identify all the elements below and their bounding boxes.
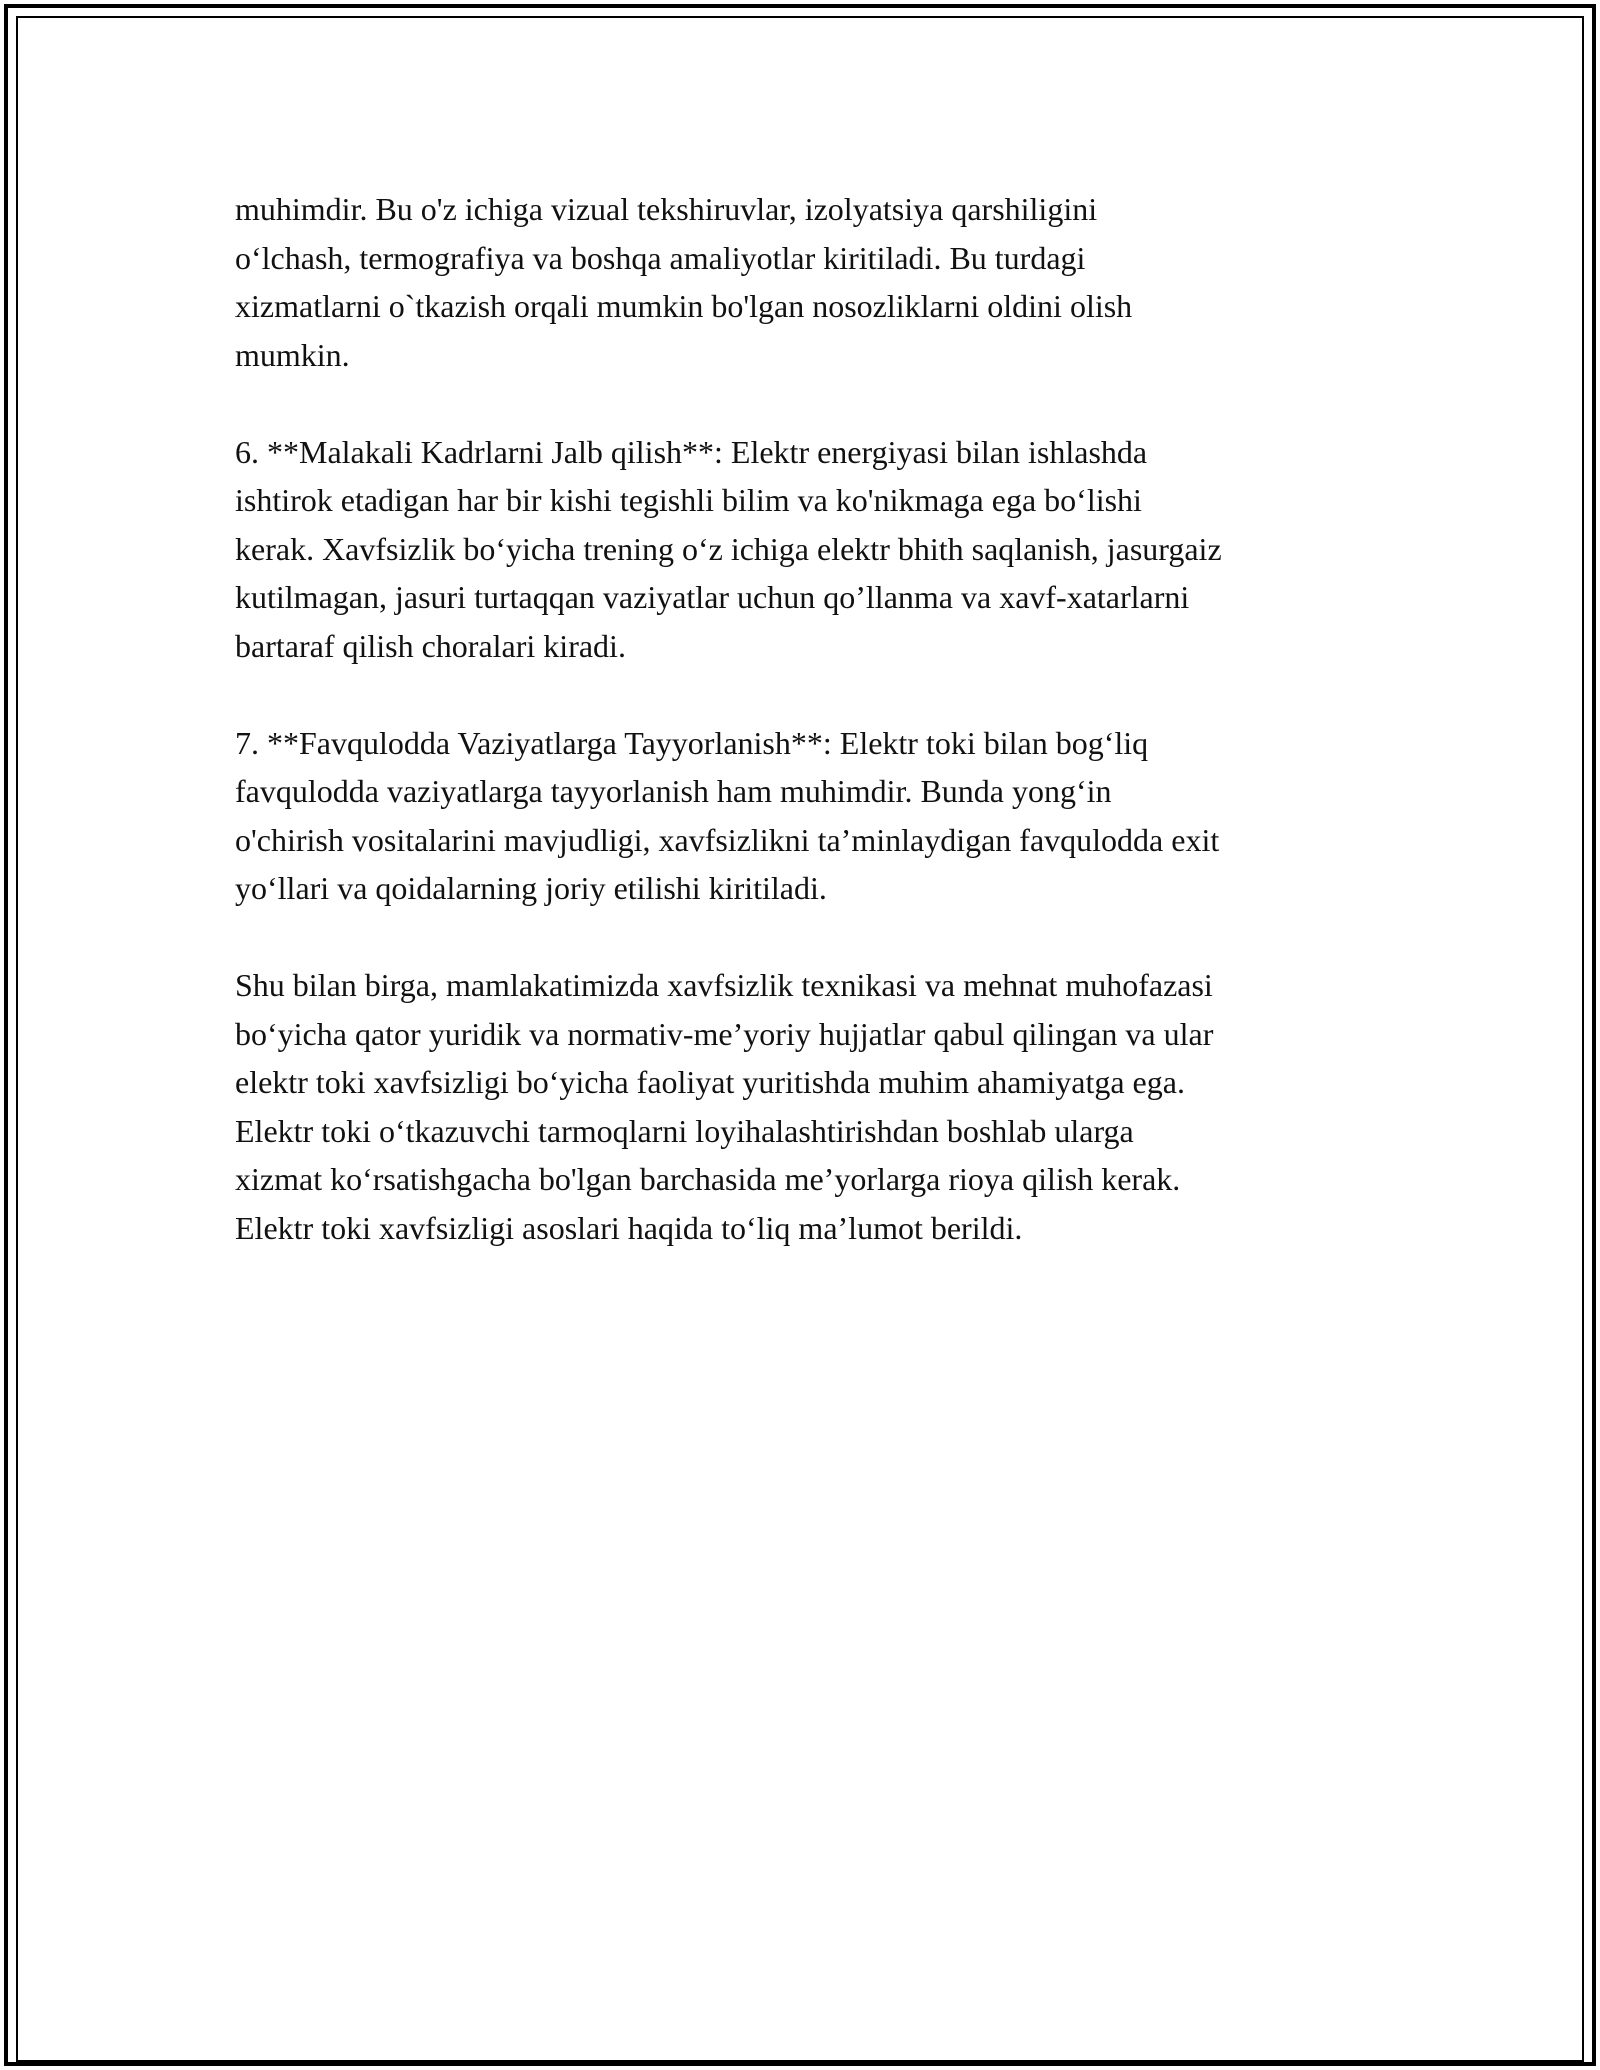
text-line: o‘lchash, termografiya va boshqa amaliyotlar kiritiladi. Bu turdagi <box>235 239 1086 276</box>
text-line: kerak. Xavfsizlik bo‘yicha trening o‘z ichiga elektr bhith saqlanish, jasurgaiz <box>235 530 1222 567</box>
text-line: mumkin. <box>235 336 350 373</box>
text-line: kutilmagan, jasuri turtaqqan vaziyatlar uchun qo’llanma va xavf-xatarlarni <box>235 579 1190 615</box>
text-line: 6. **Malakali Kadrlarni Jalb qilish**: Elektr energiyasi bilan ishlashda <box>235 433 1148 470</box>
text-line: 7. **Favqulodda Vaziyatlarga Tayyorlanish**: Elektr toki bilan bog‘liq <box>235 724 1149 761</box>
paragraph-maintenance <box>235 185 1375 379</box>
text-line: favqulodda vaziyatlarga tayyorlanish ham muhimdir. Bunda yong‘in <box>235 773 1112 809</box>
text-line: bartaraf qilish choralari kiradi. <box>235 627 626 664</box>
document-body <box>235 185 1375 1301</box>
text-line: xizmatlarni o`tkazish orqali mumkin bo'lgan nosozliklarni oldini olish <box>235 288 1133 324</box>
text-line: ishtirok etadigan har bir kishi tegishli bilim va ko'nikmaga ega bo‘lishi <box>235 482 1142 518</box>
text-line: Shu bilan birga, mamlakatimizda xavfsizlik texnikasi va mehnat muhofazasi <box>235 967 1213 1003</box>
paragraph-conclusion <box>235 961 1375 1252</box>
text-line: xizmat ko‘rsatishgacha bo'lgan barchasida me’yorlarga rioya qilish kerak. <box>235 1161 1181 1197</box>
text-line: bo‘yicha qator yuridik va normativ-me’yoriy hujjatlar qabul qilingan va ular <box>235 1015 1214 1052</box>
text-line: o'chirish vositalarini mavjudligi, xavfsizlikni ta’minlaydigan favqulodda exit <box>235 821 1220 858</box>
text-line: muhimdir. Bu o'z ichiga vizual tekshiruvlar, izolyatsiya qarshiligini <box>235 191 1098 227</box>
paragraph-qualified-staff <box>235 428 1375 671</box>
text-line: Elektr toki o‘tkazuvchi tarmoqlarni loyihalashtirishdan boshlab ularga <box>235 1112 1134 1149</box>
paragraph-emergency-preparedness <box>235 719 1375 913</box>
text-line: yo‘llari va qoidalarning joriy etilishi kiritiladi. <box>235 870 827 906</box>
text-line: Elektr toki xavfsizligi asoslari haqida to‘liq ma’lumot berildi. <box>235 1209 1023 1246</box>
text-line: elektr toki xavfsizligi bo‘yicha faoliyat yuritishda muhim ahamiyatga ega. <box>235 1064 1185 1100</box>
